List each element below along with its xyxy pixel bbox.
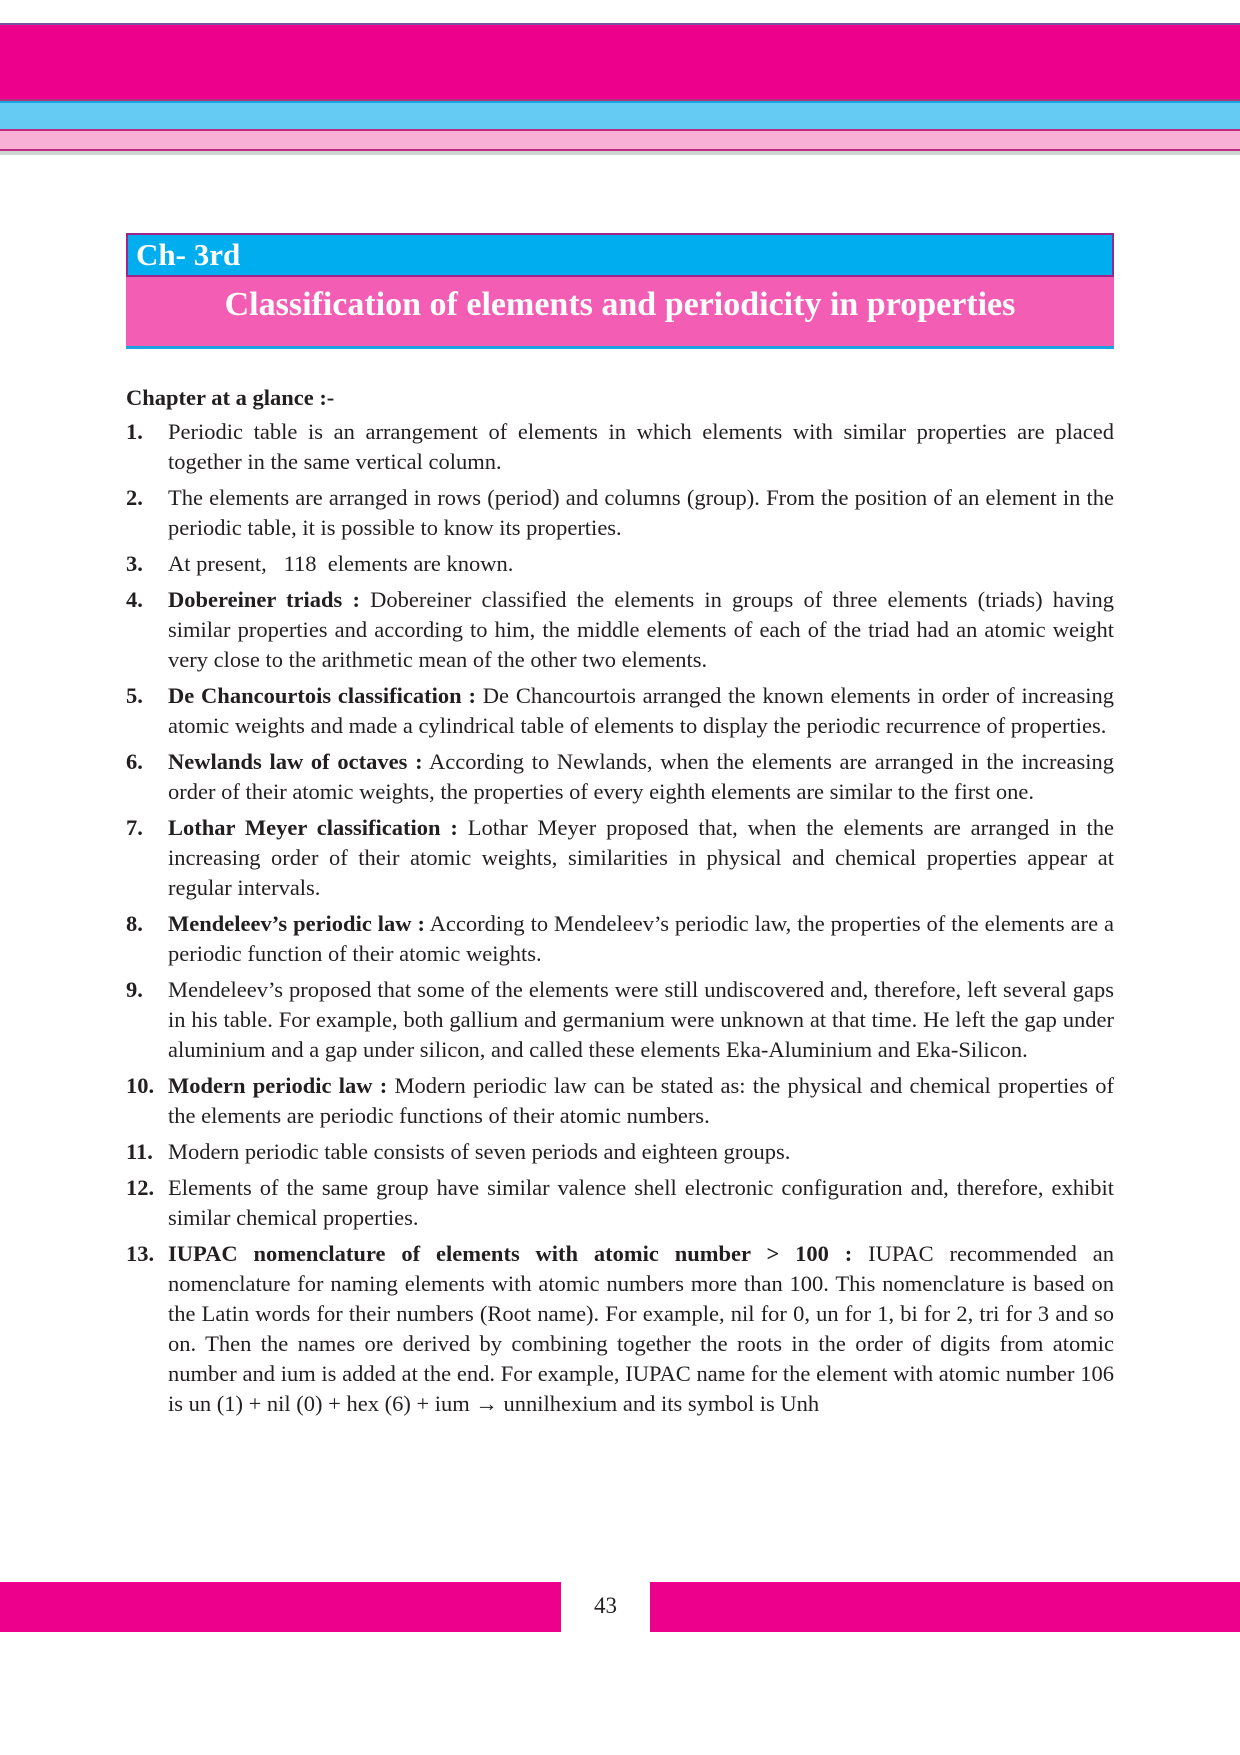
item-term: Dobereiner triads : xyxy=(168,587,360,612)
footer-band-left xyxy=(0,1582,561,1632)
list-item xyxy=(126,909,1114,969)
item-number: 3. xyxy=(126,551,143,576)
item-term: Mendeleev’s periodic law : xyxy=(168,911,425,936)
item-text: IUPAC recommended an nomenclature for naming elements with atomic numbers more than 100. This nomenclature is based on the Latin words for their numbers (Root name). For example, nil for 0, un for 1, bi for 2, tri for 3 and so on. Then the names ore derived by combining together the roots in the order of digits from atomic number and ium is added at the end. For example, IUPAC name for the element with atomic number 106 is un (1) + nil (0) + hex (6) + ium → unnilhexium and its symbol is Unh xyxy=(168,1241,1114,1416)
list-item xyxy=(126,681,1114,741)
item-text: According to Newlands, when the elements are arranged in the increasing order of their atomic weights, the properties of every eighth elements are similar to the first one. xyxy=(168,749,1114,804)
page-number: 43 xyxy=(594,1593,617,1618)
item-text: Lothar Meyer proposed that, when the elements are arranged in the increasing order of their atomic weights, similarities in physical and chemical properties appear at regular intervals. xyxy=(168,815,1114,900)
list-item xyxy=(126,417,1114,477)
list-item xyxy=(126,1137,1114,1167)
item-text: Modern periodic law can be stated as: the physical and chemical properties of the elements are periodic functions of their atomic numbers. xyxy=(168,1073,1115,1128)
item-number: 11. xyxy=(126,1139,153,1164)
item-term: Lothar Meyer classification : xyxy=(168,815,458,840)
item-number: 12. xyxy=(126,1175,155,1200)
item-number: 10. xyxy=(126,1073,155,1098)
item-term: Modern periodic law : xyxy=(168,1073,388,1098)
item-text: Dobereiner classified the elements in groups of three elements (triads) having similar properties and according to him, the middle elements of each of the triad had an atomic weight very close to the arithmetic mean of the other two elements. xyxy=(168,587,1115,672)
item-number: 8. xyxy=(126,911,143,936)
list-item xyxy=(126,975,1114,1065)
item-number: 1. xyxy=(126,419,143,444)
item-text: Elements of the same group have similar valence shell electronic configuration and, therefore, exhibit similar chemical properties. xyxy=(168,1175,1114,1230)
header-band-grey xyxy=(0,151,1240,155)
header-band-pink xyxy=(0,129,1240,151)
item-number: 7. xyxy=(126,815,143,840)
item-term: IUPAC nomenclature of elements with atomic number > 100 : xyxy=(168,1241,853,1266)
header-band-cyan xyxy=(0,101,1240,129)
item-text: Periodic table is an arrangement of elements in which elements with similar properties are placed together in the same vertical column. xyxy=(168,419,1114,474)
item-text: According to Mendeleev’s periodic law, the properties of the elements are a periodic function of their atomic weights. xyxy=(168,911,1114,966)
list-item xyxy=(126,1071,1114,1131)
item-text: De Chancourtois arranged the known elements in order of increasing atomic weights and made a cylindrical table of elements to display the periodic recurrence of properties. xyxy=(168,683,1114,738)
item-term: De Chancourtois classification : xyxy=(168,683,476,708)
chapter-heading-box xyxy=(126,233,1114,349)
chapter-content xyxy=(126,383,1114,1425)
list-item xyxy=(126,813,1114,903)
item-number: 9. xyxy=(126,977,143,1002)
item-number: 5. xyxy=(126,683,143,708)
item-text: Mendeleev’s proposed that some of the elements were still undiscovered and, therefore, left several gaps in his table. For example, both gallium and germanium were unknown at that time. He left the gap under aluminium and a gap under silicon, and called these elements Eka-Aluminium and Eka-Silicon. xyxy=(168,977,1114,1062)
item-number: 4. xyxy=(126,587,143,612)
list-item xyxy=(126,1173,1114,1233)
item-text: The elements are arranged in rows (period) and columns (group). From the position of an element in the periodic table, it is possible to know its properties. xyxy=(168,485,1114,540)
item-number: 6. xyxy=(126,749,143,774)
list-item xyxy=(126,1239,1114,1419)
list-item xyxy=(126,549,1114,579)
item-text: Modern periodic table consists of seven periods and eighteen groups. xyxy=(168,1139,791,1164)
item-term: Newlands law of octaves : xyxy=(168,749,423,774)
item-text: At present, 118 elements are known. xyxy=(168,551,514,576)
footer-band-right xyxy=(650,1582,1240,1632)
header-band-magenta xyxy=(0,23,1240,101)
item-number: 2. xyxy=(126,485,143,510)
list-item xyxy=(126,747,1114,807)
list-item xyxy=(126,585,1114,675)
chapter-tag: Ch- 3rd xyxy=(126,233,1114,277)
chapter-title: Classification of elements and periodicity in properties xyxy=(126,277,1114,349)
item-number: 13. xyxy=(126,1241,155,1266)
list-item xyxy=(126,483,1114,543)
glance-heading: Chapter at a glance :- xyxy=(126,385,335,410)
